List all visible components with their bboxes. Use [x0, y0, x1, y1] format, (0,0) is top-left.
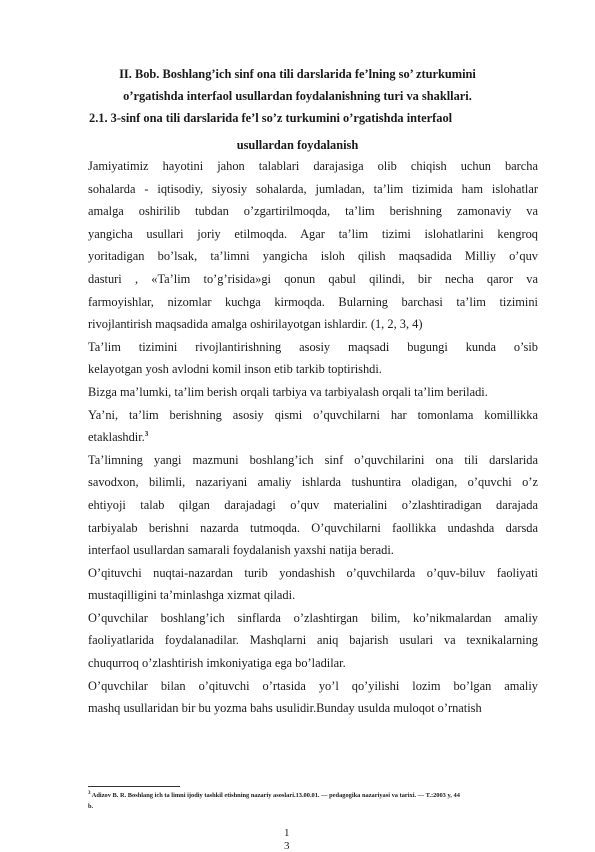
paragraph-6-line: O’quvchilar boshlang’ich sinflarda o’zlashtirgan bilim, ko’nikmalardan amaliy: [88, 610, 538, 625]
footnote-text: Adizov B. R. Boshlang ich ta limni ijodiy tashkil etishning nazariy asoslari.13.00.01. — pedagogika nazariyasi va tarixi. — T.:2003 y, 44: [91, 792, 460, 799]
paragraph-7-line: mashq usullaridan bir bu yozma bahs usulidir.Bunday usulda muloqot o’rnatish: [88, 701, 482, 716]
section-title-line-2: usullardan foydalanish: [236, 138, 359, 152]
chapter-title-line-1: II. Bob. Boshlang’ich sinf ona tili darslarida fe’lning so’ zturkumini: [119, 67, 476, 81]
footnote-line-2: b.: [88, 803, 94, 810]
paragraph-4-line: savodxon, bilimli, nazariyani amaliy ishlarda tushuntira oladigan, o’quvchi o’z: [88, 475, 538, 490]
paragraph-1-line: kelayotgan yosh avlodni komil inson etib tarkib toptirishdi.: [88, 362, 382, 377]
paragraph-0-line: Jamiyatimiz hayotini jahon talablari darajasiga olib chiqish uchun barcha: [88, 159, 538, 173]
footnote-mark: 3: [88, 790, 91, 796]
paragraph-2-line: Bizga ma’lumki, ta’lim berish orqali tarbiya va tarbiyalash orqali ta’lim beriladi.: [88, 384, 488, 399]
paragraph-5-line: mustaqilligini ta’minlashga xizmat qiladi.: [88, 588, 296, 603]
paragraph-3-line: etaklashdir.$^3$: [88, 430, 149, 445]
paragraph-0-line: rivojlantirish maqsadida amalga oshirilayotgan ishlardir. (1, 2, 3, 4): [88, 317, 423, 332]
paragraph-0-line: dasturi , «Ta’lim to’g’risida»gi qonun qabul qilindi, bir necha qaror va: [88, 271, 538, 286]
paragraph-0-line: yoritadigan bo’lsak, ta’limni yangicha isloh qilish maqsadida Milliy o’quv: [88, 249, 538, 264]
footnote-line-1: [88, 790, 538, 801]
footnote: [88, 790, 538, 812]
paragraph-5-line: O’qituvchi nuqtai-nazardan turib yondashish o’quvchilarda o’quv-biluv faoliyati: [88, 565, 538, 580]
paragraph-4-line: interfaol usullardan samarali foydalanish yaxshi natija beradi.: [88, 543, 394, 558]
paragraph-0-line: amalga oshirilib tubdan o’zgartirilmoqda, ta’lim berishning zamonaviy va: [88, 204, 538, 219]
paragraph-0-line: sohalarda - iqtisodiy, siyosiy sohalarda, jumladan, ta’lim tizimida ham islohatlar: [88, 181, 538, 196]
footnote-separator: [88, 786, 180, 787]
paragraph-6-line: chuqurroq o’zlashtirish imkoniyatiga ega bo’ladilar.: [88, 656, 346, 671]
paragraph-4-line: Ta’limning yangi mazmuni boshlang’ich sinf o’quvchilarini ona tili darslarida: [88, 452, 538, 467]
page-number-digit-2: 3: [284, 840, 290, 852]
paragraph-0-line: yangicha usullari joriy etilmoqda. Agar ta’lim tizimi islohatlarini kengroq: [88, 226, 538, 241]
paragraph-0-line: farmoyishlar, nizomlar kuchga kirmoqda. Bularning barchasi ta’lim tizimini: [88, 294, 538, 309]
body-text: [88, 155, 538, 720]
paragraph-4-line: tarbiyalab berishni nazarda tutmoqda. O’quvchilarni faollikka undashda darsda: [88, 520, 538, 535]
chapter-title-line-2: o’rgatishda interfaol usullardan foydalanishning turi va shakllari.: [123, 89, 472, 103]
page-number-digit-1: 1: [284, 827, 290, 839]
footnote-reference[interactable]: 3: [144, 430, 149, 438]
paragraph-6-line: faoliyatlarida foydalanadilar. Mashqlarni aniq bajarish usulari va texnikalarning: [88, 633, 538, 648]
paragraph-4-line: ehtiyoji talab qilgan darajadagi o’quv materialini o’zlashtiradigan darajada: [88, 497, 538, 512]
paragraph-7-line: O’quvchilar bilan o’qituvchi o’rtasida yo’l qo’yilishi lozim bo’lgan amaliy: [88, 678, 538, 693]
paragraph-3-line: Ya’ni, ta’lim berishning asosiy qismi o’quvchilarni har tomonlama komillikka: [88, 407, 538, 422]
section-title-line-1: 2.1. 3-sinf ona tili darslarida fe’l so’z turkumini o’rgatishda interfaol: [89, 111, 453, 125]
paragraph-1-line: Ta’lim tizimini rivojlantirishning asosiy maqsadi bugungi kunda o’sib: [88, 339, 538, 354]
